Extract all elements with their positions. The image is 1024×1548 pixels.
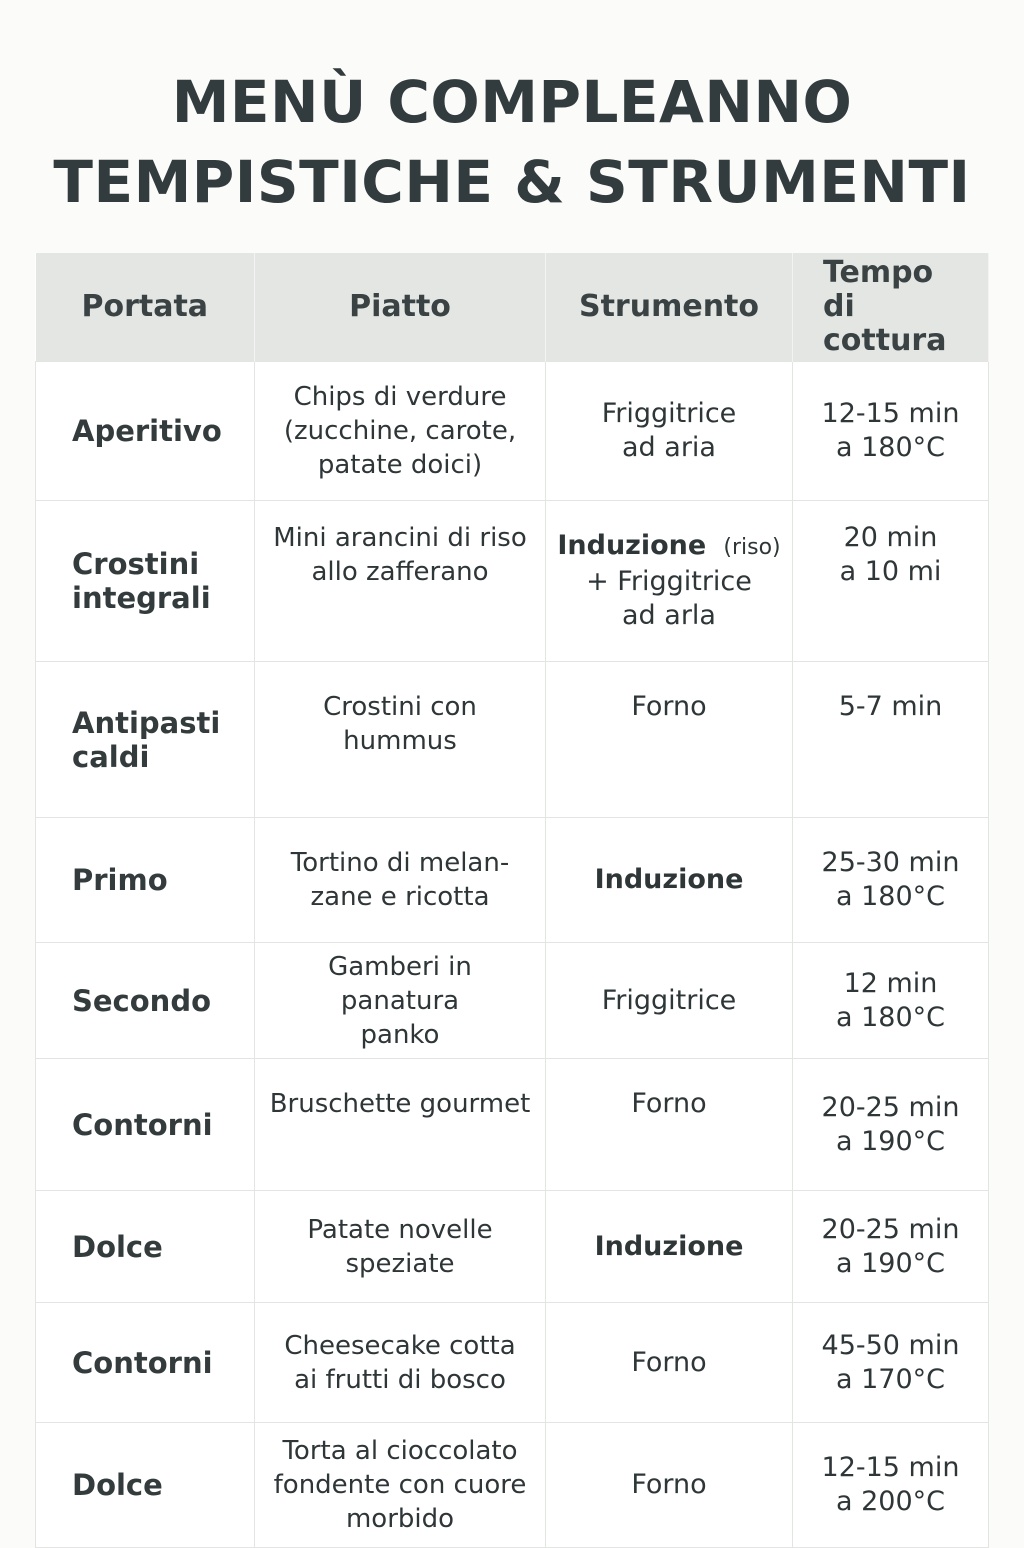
time-text: a 200°C — [835, 1486, 945, 1517]
course-cell — [36, 943, 255, 1059]
tool-text: Induzione — [594, 1230, 744, 1262]
header-time-line-2: di cottura — [823, 289, 947, 358]
time-text: a 180°C — [835, 881, 945, 912]
tool-text: Friggitrice — [601, 984, 737, 1016]
time-text: 20-25 min — [821, 1091, 960, 1123]
tool-text: Forno — [631, 691, 707, 722]
table-row — [36, 1423, 989, 1548]
time-text: a 190°C — [835, 1125, 945, 1157]
course-text: Secondo — [72, 983, 211, 1018]
dish-text: patate doici) — [317, 450, 483, 480]
course-text: Dolce — [72, 1229, 163, 1264]
time-cell — [793, 662, 989, 818]
tool-cell — [546, 662, 793, 818]
dish-cell — [255, 818, 546, 943]
tool-cell — [546, 362, 793, 501]
tool-cell — [546, 501, 793, 662]
time-text: 12 min — [843, 967, 938, 999]
header-course: Portata — [36, 253, 255, 362]
time-text: 45-50 min — [821, 1329, 960, 1361]
time-text: a 180°C — [835, 1001, 945, 1033]
header-tool: Strumento — [546, 253, 793, 362]
dish-text: panko — [360, 1019, 440, 1050]
table-row — [36, 943, 989, 1059]
course-cell — [36, 1059, 255, 1191]
tool-text: + Friggitrice — [586, 566, 752, 597]
dish-text: Bruschette gourmet — [269, 1089, 531, 1119]
time-cell — [793, 1059, 989, 1191]
table-row — [36, 1191, 989, 1303]
dish-text: speziate — [345, 1248, 455, 1279]
dish-text: (zucchine, carote, — [283, 416, 517, 446]
course-cell — [36, 1423, 255, 1548]
header-time — [793, 253, 989, 362]
tool-text: ad arla — [622, 600, 716, 631]
time-cell — [793, 1423, 989, 1548]
dish-cell — [255, 362, 546, 501]
time-text: 12-15 min — [821, 1452, 960, 1483]
course-cell — [36, 362, 255, 501]
table-row — [36, 1059, 989, 1191]
time-text: a 180°C — [835, 432, 945, 463]
course-cell — [36, 818, 255, 943]
tool-text: ad aria — [622, 432, 716, 463]
dish-cell — [255, 1191, 546, 1303]
menu-table — [35, 253, 989, 1548]
dish-cell — [255, 501, 546, 662]
time-cell — [793, 1191, 989, 1303]
tool-cell — [546, 943, 793, 1059]
tool-line-main — [556, 529, 782, 565]
time-text: a 190°C — [835, 1247, 945, 1279]
title-line-1: MENÙ COMPLEANNO — [171, 68, 853, 136]
time-text: 20 min — [843, 522, 938, 553]
time-text: 25-30 min — [821, 847, 960, 878]
page-title — [0, 62, 1024, 222]
dish-text: allo zafferano — [311, 557, 489, 587]
tool-cell — [546, 818, 793, 943]
course-text: Dolce — [72, 1468, 163, 1502]
tool-text: Induzione — [594, 864, 744, 895]
time-text: 5-7 min — [838, 691, 943, 722]
time-cell — [793, 943, 989, 1059]
tool-cell — [546, 1059, 793, 1191]
table-row — [36, 662, 989, 818]
course-text: Aperitivo — [72, 414, 222, 448]
header-time-line-1: Tempo — [823, 255, 934, 290]
title-line-2: TEMPISTICHE & STRUMENTI — [53, 148, 971, 216]
table-row — [36, 362, 989, 501]
course-cell — [36, 1303, 255, 1423]
course-text: Contorni — [72, 1345, 213, 1380]
dish-text: Chips di verdure — [293, 382, 507, 412]
dish-text: hummus — [343, 726, 457, 756]
time-cell — [793, 818, 989, 943]
table-row — [36, 501, 989, 662]
tool-note: (riso) — [723, 535, 781, 560]
header-row — [36, 253, 989, 362]
time-text: 20-25 min — [821, 1213, 960, 1245]
dish-cell — [255, 1059, 546, 1191]
dish-cell — [255, 1303, 546, 1423]
course-cell — [36, 662, 255, 818]
course-cell — [36, 501, 255, 662]
dish-text: morbido — [345, 1504, 455, 1534]
course-text: Primo — [72, 863, 168, 897]
tool-cell — [546, 1423, 793, 1548]
dish-text: Torta al cioccolato — [282, 1436, 518, 1466]
time-cell — [793, 1303, 989, 1423]
dish-text: Mini arancini di riso — [273, 523, 527, 553]
time-cell — [793, 501, 989, 662]
course-text: Contorni — [72, 1107, 213, 1142]
tool-text: Forno — [631, 1469, 707, 1500]
course-text: Antipasti — [72, 705, 221, 740]
table-row — [36, 818, 989, 943]
dish-cell — [255, 943, 546, 1059]
time-text: 12-15 min — [821, 398, 960, 429]
tool-cell — [546, 1191, 793, 1303]
course-text: Crostini — [72, 547, 200, 581]
dish-text: Patate novelle — [307, 1214, 493, 1245]
dish-text: Tortino di melan- — [290, 848, 510, 878]
table-row — [36, 1303, 989, 1423]
dish-text: Cheesecake cotta — [284, 1330, 516, 1361]
tool-cell — [546, 1303, 793, 1423]
dish-text: ai frutti di bosco — [294, 1364, 506, 1395]
time-text: a 170°C — [835, 1363, 945, 1395]
course-text: caldi — [72, 739, 150, 774]
dish-text: Crostini con — [323, 692, 477, 722]
header-dish: Piatto — [255, 253, 546, 362]
course-text: integrali — [72, 581, 211, 615]
dish-cell — [255, 662, 546, 818]
course-cell — [36, 1191, 255, 1303]
dish-text: fondente con cuore — [273, 1470, 527, 1500]
tool-text: Forno — [631, 1088, 707, 1119]
time-text: a 10 mi — [839, 556, 942, 587]
time-cell — [793, 362, 989, 501]
tool-text: Friggitrice — [601, 398, 737, 429]
tool-text: Forno — [631, 1346, 707, 1378]
dish-cell — [255, 1423, 546, 1548]
tool-text: Induzione — [557, 530, 707, 561]
dish-text: zane e ricotta — [310, 882, 490, 912]
dish-text: Gamberi in panatura — [328, 951, 472, 1016]
